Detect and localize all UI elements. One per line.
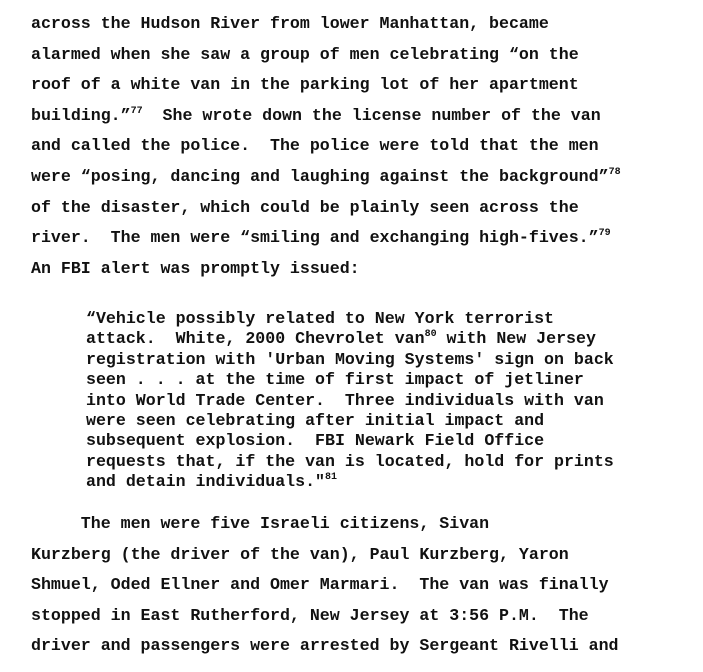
text-line (31, 101, 691, 132)
text-segment: building.” (31, 105, 131, 125)
text-segment: She wrote down the license number of the van (162, 105, 601, 125)
quote-line: requests that, if the van is located, hold for prints (86, 451, 614, 471)
text-line: Shmuel, Oded Ellner and Omer Marmari. The van was finally (31, 575, 609, 595)
text-segment: with New Jersey (436, 329, 596, 349)
text-line: driver and passengers were arrested by Sergeant Rivelli and (31, 636, 619, 656)
text-line: Kurzberg (the driver of the van), Paul Kurzberg, Yaron (31, 544, 569, 564)
footnote-ref-81: 81 (325, 472, 338, 484)
text-line: roof of a white van in the parking lot of her apartment (31, 75, 579, 95)
paragraph-2 (31, 509, 691, 662)
text-line: across the Hudson River from lower Manhattan, became (31, 14, 549, 33)
footnote-ref-79: 79 (598, 228, 611, 240)
block-quote (86, 309, 686, 493)
text-line: alarmed when she saw a group of men celebrating “on the (31, 44, 579, 64)
quote-line (86, 472, 686, 492)
footnote-ref-80: 80 (424, 329, 437, 341)
quote-line: registration with 'Urban Moving Systems' sign on back (86, 349, 614, 369)
text-segment: river. The men were “smiling and exchanging high-fives.” (31, 228, 599, 248)
text-line: and called the police. The police were told that the men (31, 136, 599, 156)
text-segment: attack. White, 2000 Chevrolet van (86, 329, 425, 349)
text-line: stopped in East Rutherford, New Jersey at 3:56 P.M. The (31, 605, 589, 625)
quote-line: subsequent explosion. FBI Newark Field Office (86, 431, 545, 451)
quote-line: seen . . . at the time of first impact of jetliner (86, 370, 584, 390)
quote-line (86, 329, 686, 349)
text-line (31, 223, 691, 254)
quote-line: were seen celebrating after initial impact and (86, 410, 545, 430)
text-line (31, 162, 691, 193)
quote-line: into World Trade Center. Three individuals with van (86, 390, 604, 410)
text-line: An FBI alert was promptly issued: (31, 258, 360, 278)
text-segment: and detain individuals." (86, 472, 325, 492)
footnote-ref-77: 77 (130, 105, 143, 117)
paragraph-1 (31, 9, 691, 284)
quote-line: “Vehicle possibly related to New York terrorist (86, 309, 555, 328)
text-line: of the disaster, which could be plainly seen across the (31, 197, 579, 217)
text-line: The men were five Israeli citizens, Sivan (31, 514, 490, 533)
text-segment: were “posing, dancing and laughing against the background” (31, 166, 609, 186)
footnote-ref-78: 78 (608, 166, 621, 178)
